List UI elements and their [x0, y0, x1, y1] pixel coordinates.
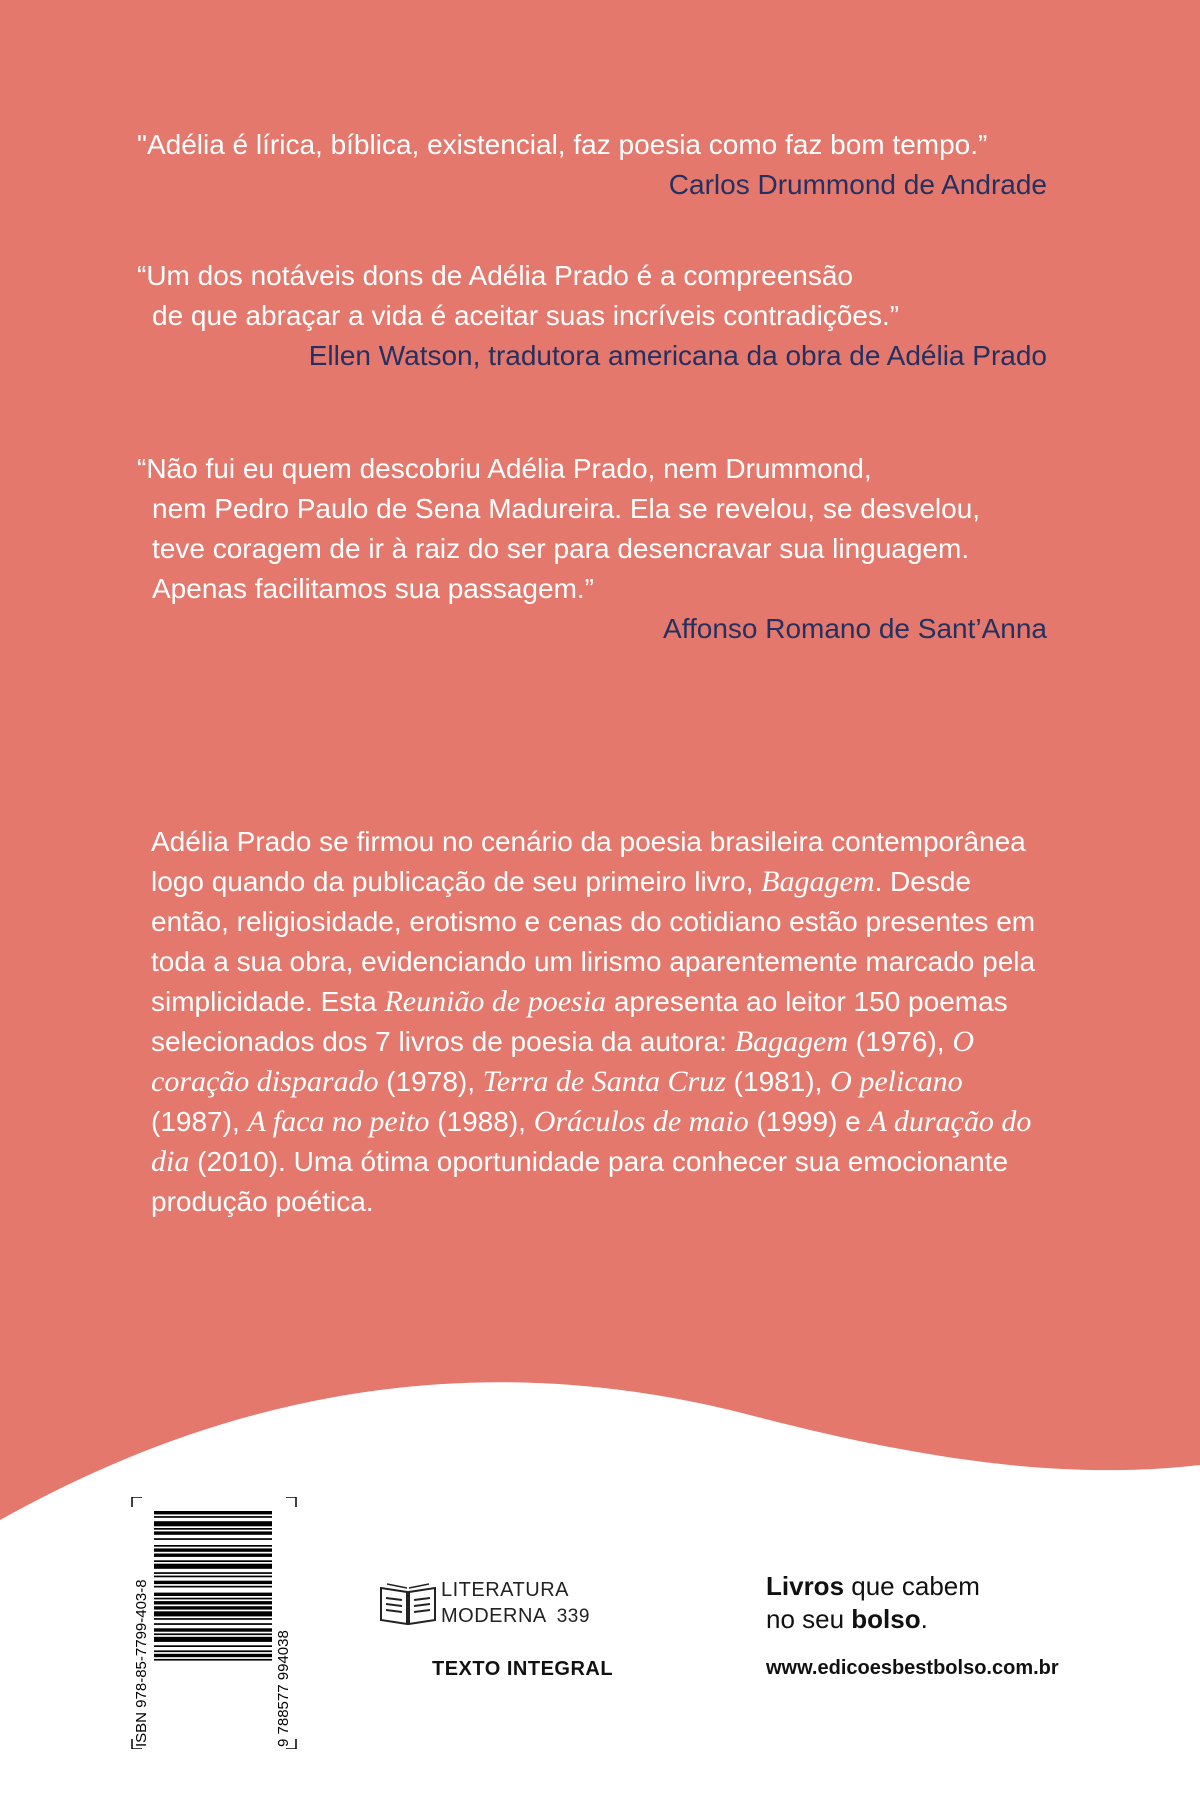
tagline-bold: bolso	[851, 1604, 921, 1634]
quote-author: Ellen Watson, tradutora americana da obra de Adélia Prado	[308, 340, 1047, 371]
barcode-bar	[154, 1593, 272, 1596]
isbn-text: ISBN 978-85-7799-403-8	[133, 1579, 150, 1747]
barcode-bar	[154, 1586, 272, 1588]
barcode-bar	[154, 1548, 272, 1551]
book-title: Bagagem	[761, 865, 875, 898]
barcode-bar	[154, 1601, 272, 1604]
book-title: Bagagem	[734, 1025, 849, 1058]
quote-line: teve coragem de ir à raiz do ser para desencravar sua linguagem.	[152, 533, 970, 564]
barcode-bar	[154, 1554, 272, 1557]
quote-line: "Adélia é lírica, bíblica, existencial, faz poesia como faz bom tempo.”	[137, 129, 988, 160]
book-title: A duração do dia	[151, 1105, 1032, 1178]
quote-line: nem Pedro Paulo de Sena Madureira. Ela se revelou, se desvelou,	[152, 493, 981, 524]
tagline-text: .	[920, 1604, 928, 1634]
book-title: O coração disparado	[151, 1025, 974, 1098]
barcode-bar	[154, 1628, 272, 1631]
book-title: Terra de Santa Cruz	[482, 1065, 726, 1098]
barcode-bar	[154, 1611, 272, 1616]
collection-number: 339	[556, 1606, 590, 1627]
book-title: Reunião de poesia	[384, 985, 607, 1018]
quote-santanna	[137, 449, 1047, 649]
barcode-bar	[154, 1545, 272, 1547]
barcode-bar	[154, 1650, 272, 1652]
barcode	[130, 1497, 298, 1749]
barcode-bar	[154, 1516, 272, 1518]
blurb-text: apresenta ao leitor 150 poemas selecionados dos 7 livros de poesia da autora:	[151, 986, 1008, 1057]
blurb-text: (1987),	[151, 1106, 248, 1137]
collection-label	[441, 1577, 590, 1630]
collection-line1: LITERATURA	[441, 1579, 569, 1601]
barcode-bar	[154, 1637, 272, 1642]
blurb-text: (1988),	[429, 1106, 534, 1137]
blurb-text: (1981),	[725, 1066, 831, 1097]
barcode-bar	[154, 1572, 272, 1574]
barcode-bar	[154, 1633, 272, 1635]
barcode-bar	[154, 1645, 272, 1647]
book-icon	[379, 1580, 437, 1626]
barcode-bar	[154, 1511, 272, 1514]
barcode-bar	[154, 1598, 272, 1600]
barcode-bar	[154, 1606, 272, 1609]
book-title: A faca no peito	[247, 1105, 430, 1138]
barcode-bar	[154, 1581, 272, 1584]
quote-line: “Um dos notáveis dons de Adélia Prado é a compreensão	[137, 260, 853, 291]
tagline-text: no seu	[766, 1604, 852, 1634]
quote-watson	[137, 256, 1047, 376]
quote-line: Apenas facilitamos sua passagem.”	[152, 573, 594, 604]
publisher-tagline	[766, 1570, 980, 1636]
barcode-bar	[154, 1538, 272, 1540]
quote-author: Affonso Romano de Sant’Anna	[663, 613, 1047, 644]
collection-line2: MODERNA	[441, 1605, 547, 1627]
barcode-bar	[154, 1528, 272, 1530]
book-description	[151, 822, 1051, 1222]
tagline-bold: Livros	[766, 1571, 845, 1601]
barcode-bar	[154, 1623, 272, 1625]
barcode-bar	[154, 1564, 272, 1569]
book-title: O pelicano	[830, 1065, 963, 1098]
quote-drummond	[137, 125, 1047, 205]
quote-line: de que abraçar a vida é aceitar suas incríveis contradições.”	[152, 300, 900, 331]
book-title: Oráculos de maio	[533, 1105, 749, 1138]
blurb-text: Adélia Prado se firmou no cenário da poesia brasileira contemporânea logo quando da publicação de seu primeiro livro,	[151, 826, 1026, 897]
blurb-text: (1976),	[848, 1026, 953, 1057]
quote-line: “Não fui eu quem descobriu Adélia Prado, nem Drummond,	[137, 453, 872, 484]
blurb-text: (1999) e	[748, 1106, 869, 1137]
blurb-text: (1978),	[378, 1066, 483, 1097]
texto-integral: TEXTO INTEGRAL	[432, 1658, 614, 1680]
barcode-bar	[154, 1654, 272, 1657]
quote-author: Carlos Drummond de Andrade	[668, 169, 1047, 200]
barcode-bar	[154, 1531, 272, 1534]
barcode-bar	[154, 1521, 272, 1526]
blurb-text: (2010). Uma ótima oportunidade para conhecer sua emocionante produção poética.	[151, 1146, 1009, 1217]
barcode-bar	[154, 1560, 272, 1562]
publisher-url[interactable]: www.edicoesbestbolso.com.br	[766, 1657, 1059, 1679]
barcode-bar	[154, 1576, 272, 1578]
barcode-bar	[154, 1659, 272, 1661]
barcode-number: 9 788577 994038	[275, 1630, 292, 1747]
blurb-text: . Desde então, religiosidade, erotismo e cenas do cotidiano estão presentes em toda a sua obra, evidenciando um lirismo aparentemente marcado pela simplicidade. Esta	[151, 866, 1036, 1017]
tagline-text: que cabem	[844, 1571, 980, 1601]
barcode-bar	[154, 1618, 272, 1620]
